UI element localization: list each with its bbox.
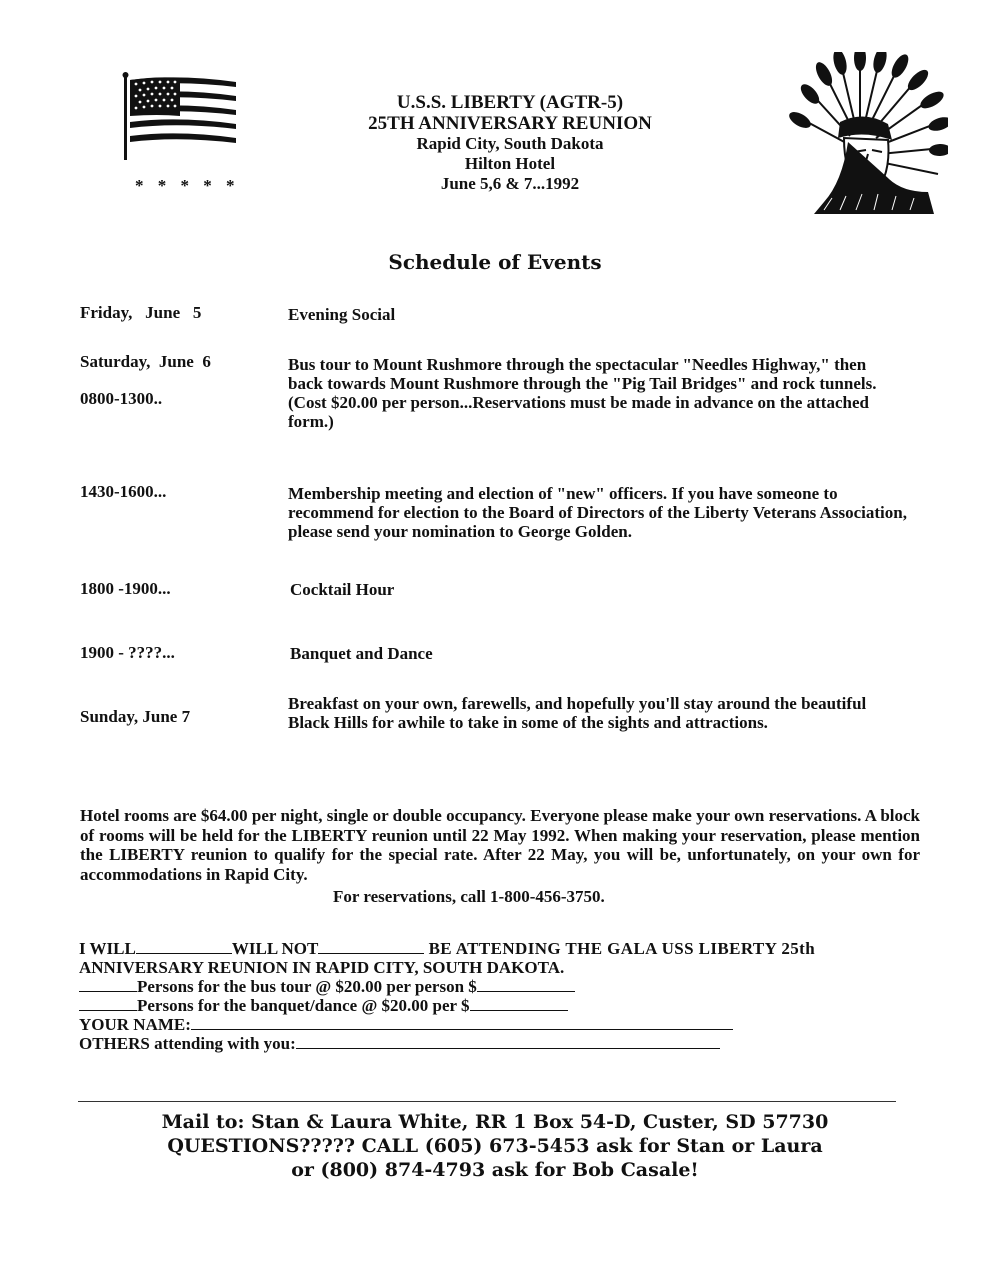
others-label: OTHERS attending with you: [79, 1034, 296, 1053]
rsvp-line-1 [79, 939, 919, 958]
your-name-blank[interactable] [191, 1015, 733, 1030]
banquet-text: Persons for the banquet/dance @ $20.00 per $ [137, 996, 470, 1015]
bus-tour-line [79, 977, 919, 996]
banquet-persons-blank[interactable] [79, 996, 137, 1011]
hotel-info: Hotel rooms are $64.00 per night, single or double occupancy. Everyone please make your own reservations. A block of rooms will be held for the LIBERTY reunion until 22 May 1992. When making your reservation, please mention the LIBERTY reunion to qualify for the special rate. After 22 May, you will be, unfortunately, on your own for accommodations in Rapid City. [80, 806, 920, 884]
cocktail-event: Cocktail Hour [290, 580, 395, 599]
friday-event: Evening Social [288, 305, 396, 324]
will-label: I WILL [79, 939, 136, 958]
friday-label: Friday, June 5 [80, 303, 202, 322]
bus-amount-blank[interactable] [477, 977, 575, 992]
reunion-title: 25TH ANNIVERSARY REUNION [368, 113, 652, 134]
others-line [79, 1034, 919, 1053]
hotel-name: Hilton Hotel [464, 154, 556, 173]
will-not-label: WILL NOT [231, 939, 319, 958]
name-line [79, 1015, 919, 1034]
city: Rapid City, South Dakota [416, 134, 604, 153]
ship-name: U.S.S. LIBERTY (AGTR-5) [396, 92, 624, 113]
will-not-blank[interactable] [318, 939, 424, 954]
event-dates: June 5,6 & 7...1992 [440, 174, 580, 193]
saturday-time: 0800-1300.. [80, 389, 163, 408]
meeting-event: Membership meeting and election of "new" officers. If you have someone to recommend for election to the Board of Directors of the Liberty Veterans Association, please send your nomination to George Golden. [288, 484, 907, 541]
schedule-title: Schedule of Events [388, 250, 602, 274]
sunday-label: Sunday, June 7 [80, 707, 191, 726]
divider [78, 1101, 896, 1102]
event-header [300, 92, 720, 194]
attending-continued: ANNIVERSARY REUNION IN RAPID CITY, SOUTH DAKOTA. [79, 958, 565, 977]
questions-phone: QUESTIONS????? CALL (605) 673-5453 ask for Stan or Laura [167, 1135, 823, 1157]
will-blank[interactable] [136, 939, 232, 954]
your-name-label: YOUR NAME: [79, 1015, 191, 1034]
banquet-time: 1900 - ????... [80, 643, 175, 662]
mail-address: Mail to: Stan & Laura White, RR 1 Box 54-D, Custer, SD 57730 [161, 1111, 829, 1133]
native-chief-headdress-icon [784, 52, 948, 220]
bus-tour-text: Persons for the bus tour @ $20.00 per person $ [137, 977, 477, 996]
attending-text: BE ATTENDING THE GALA USS LIBERTY 25th [428, 939, 816, 958]
banquet-line [79, 996, 919, 1015]
banquet-amount-blank[interactable] [470, 996, 568, 1011]
banquet-event: Banquet and Dance [290, 644, 433, 663]
american-flag-icon [118, 72, 242, 162]
reservation-phone: For reservations, call 1-800-456-3750. [333, 887, 605, 906]
sunday-event: Breakfast on your own, farewells, and hopefully you'll stay around the beautiful Black Hills for awhile to take in some of the sights and attractions. [288, 694, 867, 732]
others-blank[interactable] [296, 1034, 720, 1049]
saturday-label: Saturday, June 6 [80, 352, 211, 371]
mailing-info [0, 1110, 990, 1182]
meeting-time: 1430-1600... [80, 482, 167, 501]
saturday-event: Bus tour to Mount Rushmore through the spectacular "Needles Highway," then back towards Mount Rushmore through the "Pig Tail Bridges" and rock tunnels. (Cost $20.00 per person...Reservations must be made in advance on the attached form.) [288, 355, 877, 431]
cocktail-time: 1800 -1900... [80, 579, 171, 598]
bus-persons-blank[interactable] [79, 977, 137, 992]
alternate-phone: or (800) 874-4793 ask for Bob Casale! [291, 1159, 699, 1181]
decorative-stars: * * * * * [135, 176, 240, 195]
